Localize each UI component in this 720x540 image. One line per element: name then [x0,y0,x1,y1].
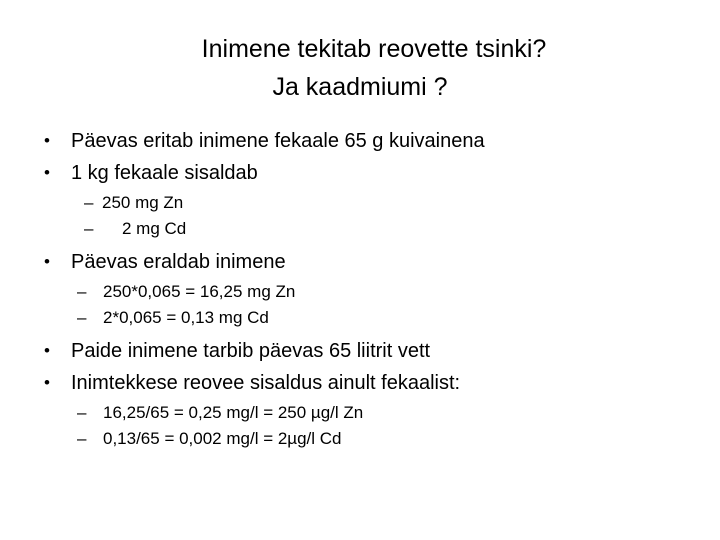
sub-text: 250*0,065 = 16,25 mg Zn [103,282,296,301]
sub-list [44,190,704,242]
sub-item [44,279,704,305]
bullet-text: 1 kg fekaale sisaldab [71,162,258,184]
sub-dash: – [77,403,87,422]
bullet-text: Inimtekkese reovee sisaldus ainult fekaalist: [71,372,461,394]
title-line-2: Ja kaadmiumi ? [272,73,448,101]
sub-list [44,279,704,331]
bullet-item [44,335,704,367]
sub-text: 0,13/65 = 0,002 mg/l = 2µg/l Cd [103,429,342,448]
sub-item [44,426,704,452]
sub-dash: – [84,193,94,212]
sub-dash: – [77,429,87,448]
bullet-item [44,157,704,189]
sub-text: 16,25/65 = 0,25 mg/l = 250 µg/l Zn [103,403,364,422]
bullet-text: Päevas eraldab inimene [71,251,286,273]
sub-item [44,190,704,216]
bullet-text: Paide inimene tarbib päevas 65 liitrit vett [71,340,431,362]
sub-dash: – [77,308,87,327]
slide-body [44,125,704,456]
bullet-item [44,125,704,157]
sub-text: 250 mg Zn [102,193,184,212]
sub-dash: – [77,282,87,301]
sub-item [44,216,704,242]
sub-text: 2 mg Cd [122,219,187,238]
bullet-dot: • [44,341,50,360]
bullet-dot: • [44,163,50,182]
sub-dash: – [84,219,94,238]
sub-item [44,400,704,426]
bullet-text: Päevas eritab inimene fekaale 65 g kuivainena [71,130,485,152]
sub-text: 2*0,065 = 0,13 mg Cd [103,308,269,327]
slide-title [0,30,720,106]
bullet-dot: • [44,131,50,150]
title-line-1: Inimene tekitab reovette tsinki? [201,35,547,63]
sub-list [44,400,704,452]
bullet-item [44,246,704,278]
sub-item [44,305,704,331]
bullet-item [44,367,704,399]
bullet-dot: • [44,373,50,392]
bullet-dot: • [44,252,50,271]
